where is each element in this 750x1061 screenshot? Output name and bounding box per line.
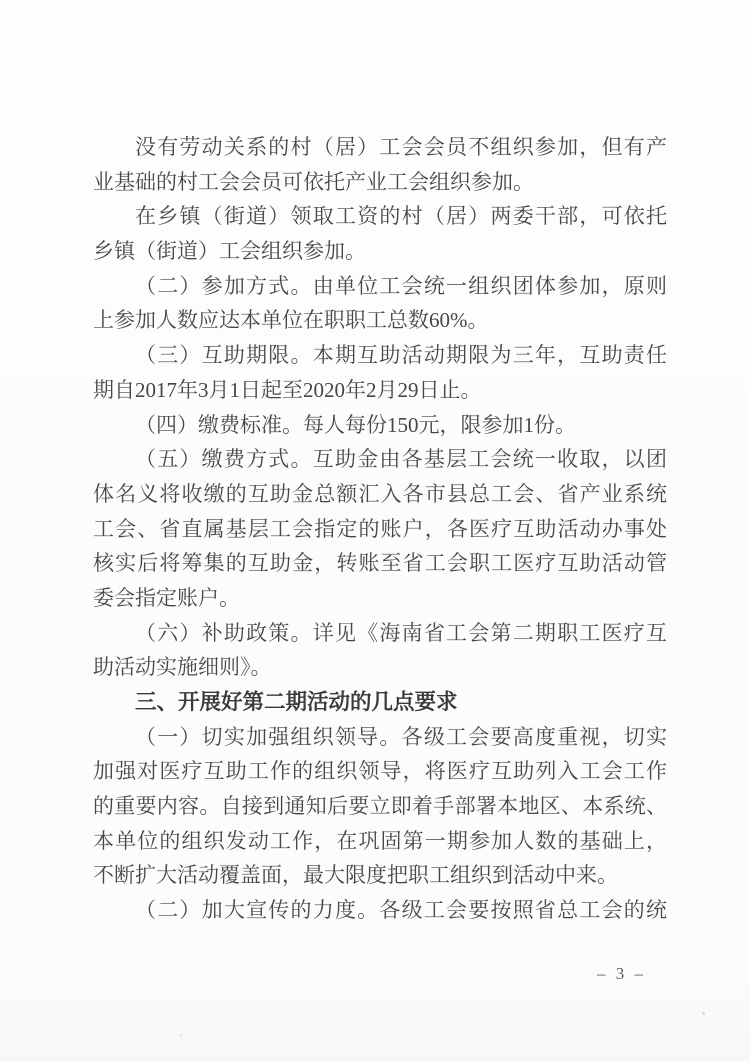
document-line: （三）互助期限。本期互助活动期限为三年，互助责任 <box>135 343 667 368</box>
page-number: – 3 – <box>597 964 646 983</box>
document-line: 业基础的村工会会员可依托产业工会组织参加。 <box>93 169 534 194</box>
document-text-block <box>93 130 667 928</box>
document-line: 本单位的组织发动工作，在巩固第一期参加人数的基础上， <box>93 828 667 853</box>
document-line: （四）缴费标准。每人每份150元，限参加1份。 <box>135 412 576 437</box>
scan-speck <box>180 1034 182 1036</box>
document-line: 乡镇（街道）工会组织参加。 <box>93 239 366 264</box>
document-line: 加强对医疗互助工作的组织领导，将医疗互助列入工会工作 <box>93 759 667 784</box>
document-line: 不断扩大活动覆盖面，最大限度把职工组织到活动中来。 <box>93 863 618 888</box>
document-line: （二）参加方式。由单位工会统一组织团体参加，原则 <box>135 273 667 298</box>
document-line: 没有劳动关系的村（居）工会会员不组织参加，但有产 <box>135 135 667 159</box>
document-line: 核实后将筹集的互助金，转账至省工会职工医疗互助活动管 <box>93 551 667 576</box>
document-line: 工会、省直属基层工会指定的账户，各医疗互助活动办事处 <box>93 516 667 541</box>
document-line: （六）补助政策。详见《海南省工会第二期职工医疗互 <box>135 620 667 645</box>
document-line: （五）缴费方式。互助金由各基层工会统一收取，以团 <box>135 447 667 472</box>
document-line: （一）切实加强组织领导。各级工会要高度重视，切实 <box>135 724 667 749</box>
document-line: 助活动实施细则》。 <box>93 655 272 680</box>
document-line: （二）加大宣传的力度。各级工会要按照省总工会的统 <box>135 898 667 923</box>
document-line: 上参加人数应达本单位在职职工总数60%。 <box>93 308 489 333</box>
document-line: 体名义将收缴的互助金总额汇入各市县总工会、省产业系统 <box>93 481 667 506</box>
document-line: 期自2017年3月1日起至2020年2月29日止。 <box>93 377 482 402</box>
document-line: 在乡镇（街道）领取工资的村（居）两委干部，可依托 <box>135 204 667 229</box>
document-line: 的重要内容。自接到通知后要立即着手部署本地区、本系统、 <box>93 794 667 819</box>
document-line: 委会指定账户。 <box>93 585 240 610</box>
scan-speck <box>702 1012 705 1015</box>
section-heading: 三、开展好第二期活动的几点要求 <box>135 690 458 714</box>
